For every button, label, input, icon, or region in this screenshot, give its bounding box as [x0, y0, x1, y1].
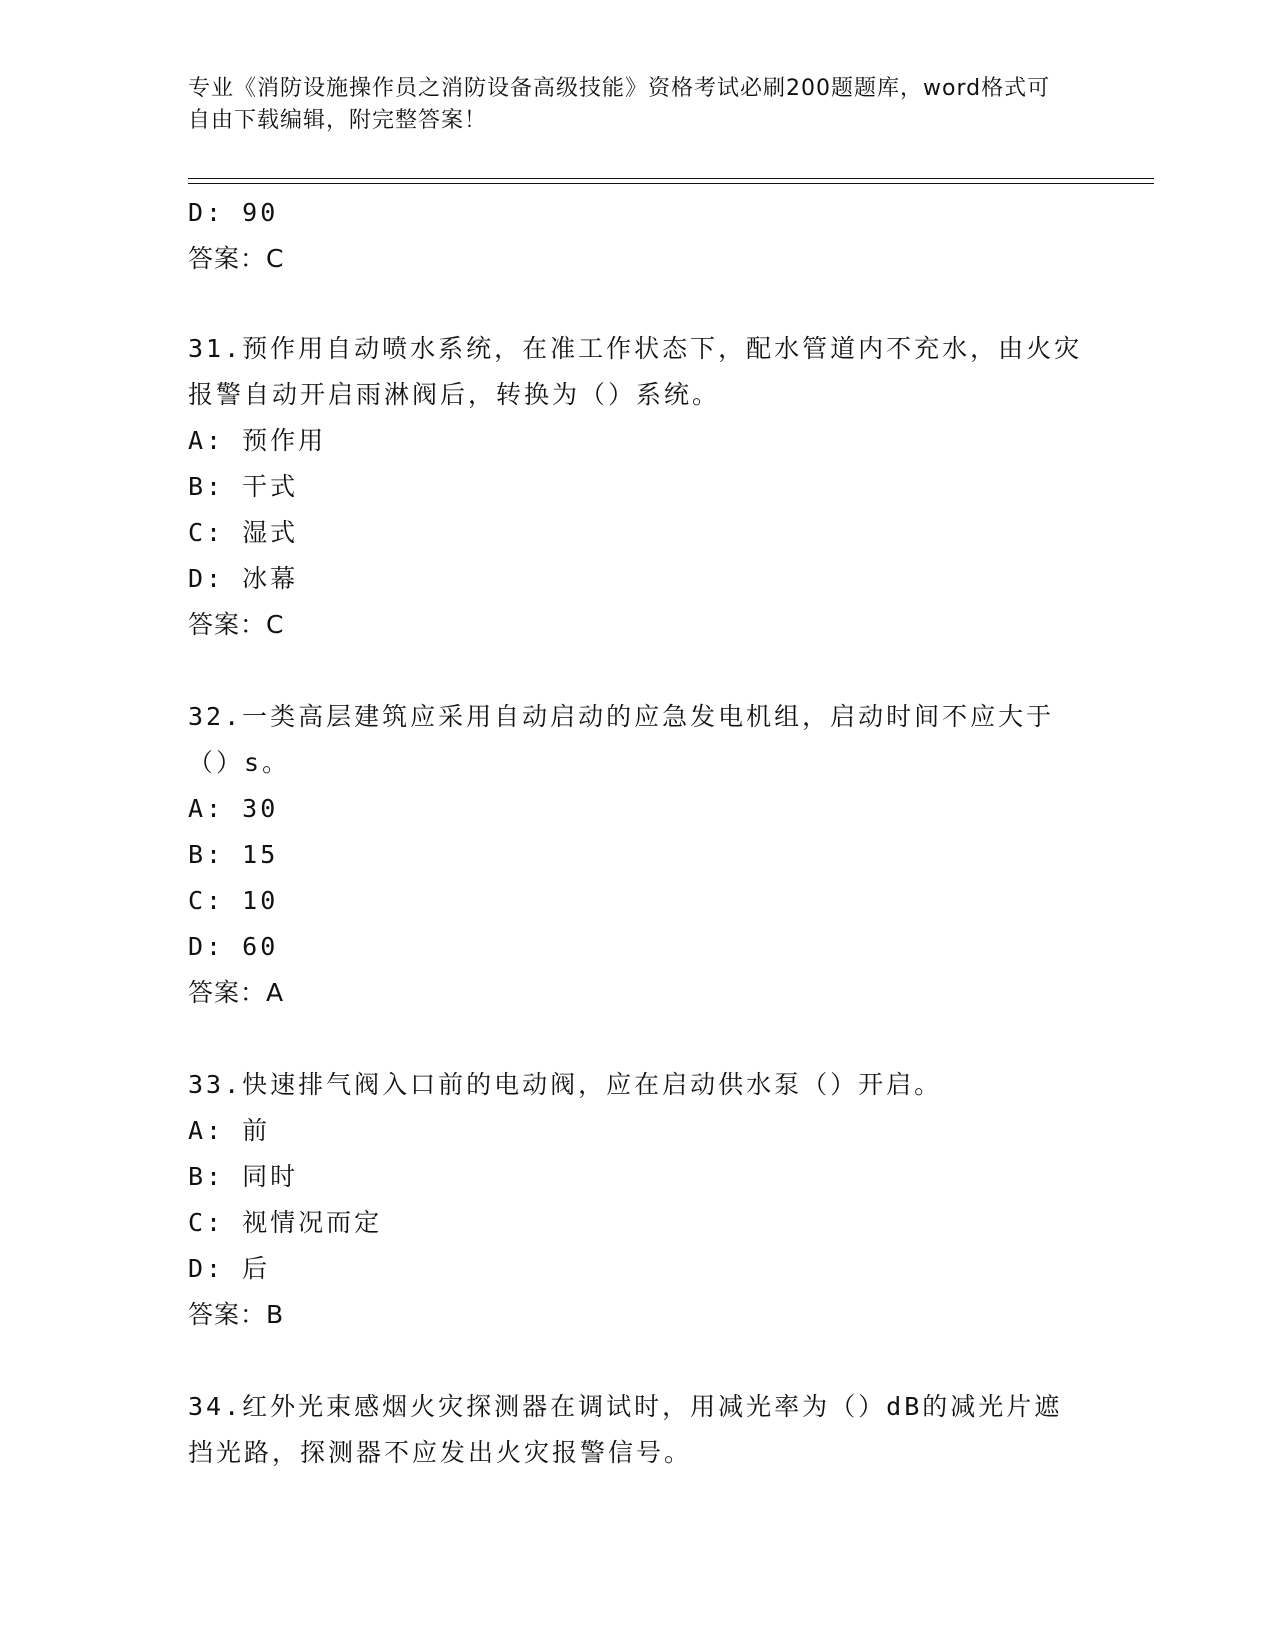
question-33-option-d: D: 后: [188, 1254, 271, 1283]
question-31-option-d: D: 冰幕: [188, 564, 299, 593]
spacer: [188, 282, 1098, 326]
question-list: [188, 190, 1098, 1476]
spacer: [188, 1016, 1098, 1062]
question-33-answer: 答案：B: [188, 1300, 285, 1329]
question-31-answer: 答案：C: [188, 610, 285, 639]
prev-answer: 答案：C: [188, 244, 285, 273]
header-rule-bottom: [188, 183, 1154, 184]
spacer: [188, 1338, 1098, 1384]
question-31-option-c: C: 湿式: [188, 518, 299, 547]
question-34-text: 34.红外光束感烟火灾探测器在调试时，用减光率为（）dB的减光片遮挡光路，探测器不应发出火灾报警信号。: [188, 1392, 1063, 1467]
question-32-option-c: C: 10: [188, 886, 279, 915]
spacer: [188, 648, 1098, 694]
question-31-text: 31.预作用自动喷水系统，在准工作状态下，配水管道内不充水，由火灾报警自动开启雨淋阀后，转换为（）系统。: [188, 334, 1083, 409]
question-33-option-a: A: 前: [188, 1116, 271, 1145]
question-32-answer: 答案：A: [188, 978, 285, 1007]
question-33-text: 33.快速排气阀入口前的电动阀，应在启动供水泵（）开启。: [188, 1070, 943, 1099]
question-32-text: 32.一类高层建筑应采用自动启动的应急发电机组，启动时间不应大于（）s。: [188, 702, 1055, 777]
question-32-option-a: A: 30: [188, 794, 279, 823]
document-header: 专业《消防设施操作员之消防设备高级技能》资格考试必刷200题题库，word格式可自由下载编辑，附完整答案！: [188, 76, 1051, 133]
question-33-option-c: C: 视情况而定: [188, 1208, 383, 1237]
question-31-option-b: B: 干式: [188, 472, 299, 501]
question-32-option-b: B: 15: [188, 840, 279, 869]
prev-option-d: D: 90: [188, 198, 279, 227]
question-33-option-b: B: 同时: [188, 1162, 299, 1191]
header-rule-top: [188, 178, 1154, 179]
question-31-option-a: A: 预作用: [188, 426, 327, 455]
question-32-option-d: D: 60: [188, 932, 279, 961]
